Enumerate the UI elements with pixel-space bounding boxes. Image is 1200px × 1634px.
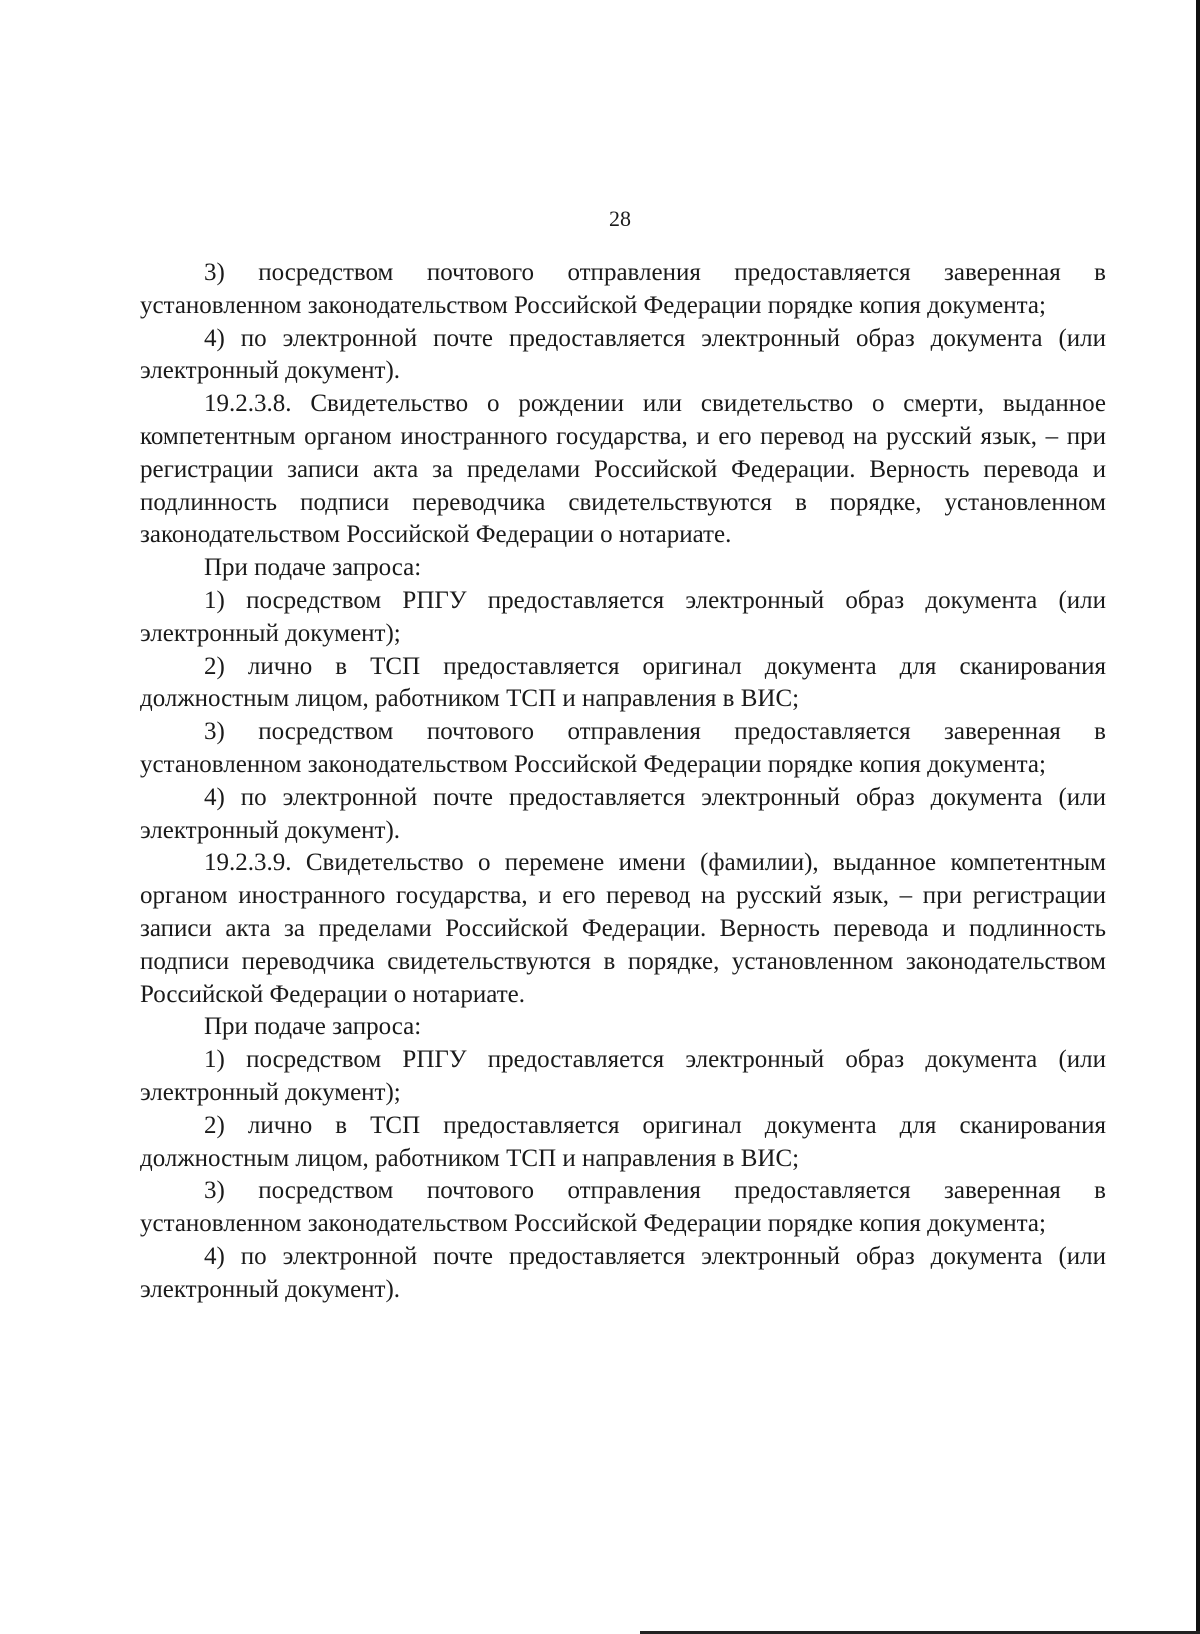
paragraph-request-intro: При подаче запроса: <box>204 554 422 582</box>
paragraph-item-1-rpgu: 1) посредством РПГУ предоставляется электронный образ документа (или электронный документ); <box>140 586 1106 647</box>
paragraph-item-4-email: 4) по электронной почте предоставляется электронный образ документа (или электронный документ). <box>140 1242 1106 1303</box>
paragraph-request-intro: При подаче запроса: <box>204 1013 422 1041</box>
page-number: 28 <box>609 206 631 231</box>
paragraph-item-2-tsp: 2) лично в ТСП предоставляется оригинал документа для сканирования должностным лицом, работником ТСП и направления в ВИС; <box>140 1111 1106 1172</box>
paragraph-item-3-mail: 3) посредством почтового отправления предоставляется заверенная в установленном законодательством Российской Федерации порядке копия документа; <box>140 1177 1106 1238</box>
paragraph-item-3-mail: 3) посредством почтового отправления предоставляется заверенная в установленном законодательством Российской Федерации порядке копия документа; <box>140 718 1106 778</box>
paragraph-19-2-3-9: 19.2.3.9. Свидетельство о перемене имени (фамилии), выданное компетентным органом иностранного государства, и его перевод на русский язык, – при регистрации записи акта за пределами Российской Федерации. Верность перевода и подлинность подписи переводчика свидетельствуются в порядке, установленном законодательством Российской Федерации о нотариате. <box>140 849 1106 1008</box>
scan-edge-right <box>1196 0 1200 1634</box>
paragraph-19-2-3-8: 19.2.3.8. Свидетельство о рождении или свидетельство о смерти, выданное компетентным органом иностранного государства, и его перевод на русский язык, – при регистрации записи акта за пределами Российской Федерации. Верность перевода и подлинность подписи переводчика свидетельствуются в порядке, установленном законодательством Российской Федерации о нотариате. <box>140 390 1106 549</box>
paragraph-item-4-email: 4) по электронной почте предоставляется электронный образ документа (или электронный документ). <box>140 324 1106 385</box>
paragraph-item-4-email: 4) по электронной почте предоставляется электронный образ документа (или электронный документ). <box>140 783 1106 844</box>
paragraph-item-2-tsp: 2) лично в ТСП предоставляется оригинал документа для сканирования должностным лицом, работником ТСП и направления в ВИС; <box>140 652 1106 713</box>
paragraph-item-1-rpgu: 1) посредством РПГУ предоставляется электронный образ документа (или электронный документ); <box>140 1046 1106 1106</box>
paragraph-item-3-mail: 3) посредством почтового отправления предоставляется заверенная в установленном законодательством Российской Федерации порядке копия документа; <box>140 259 1106 319</box>
document-body <box>140 257 1106 1307</box>
